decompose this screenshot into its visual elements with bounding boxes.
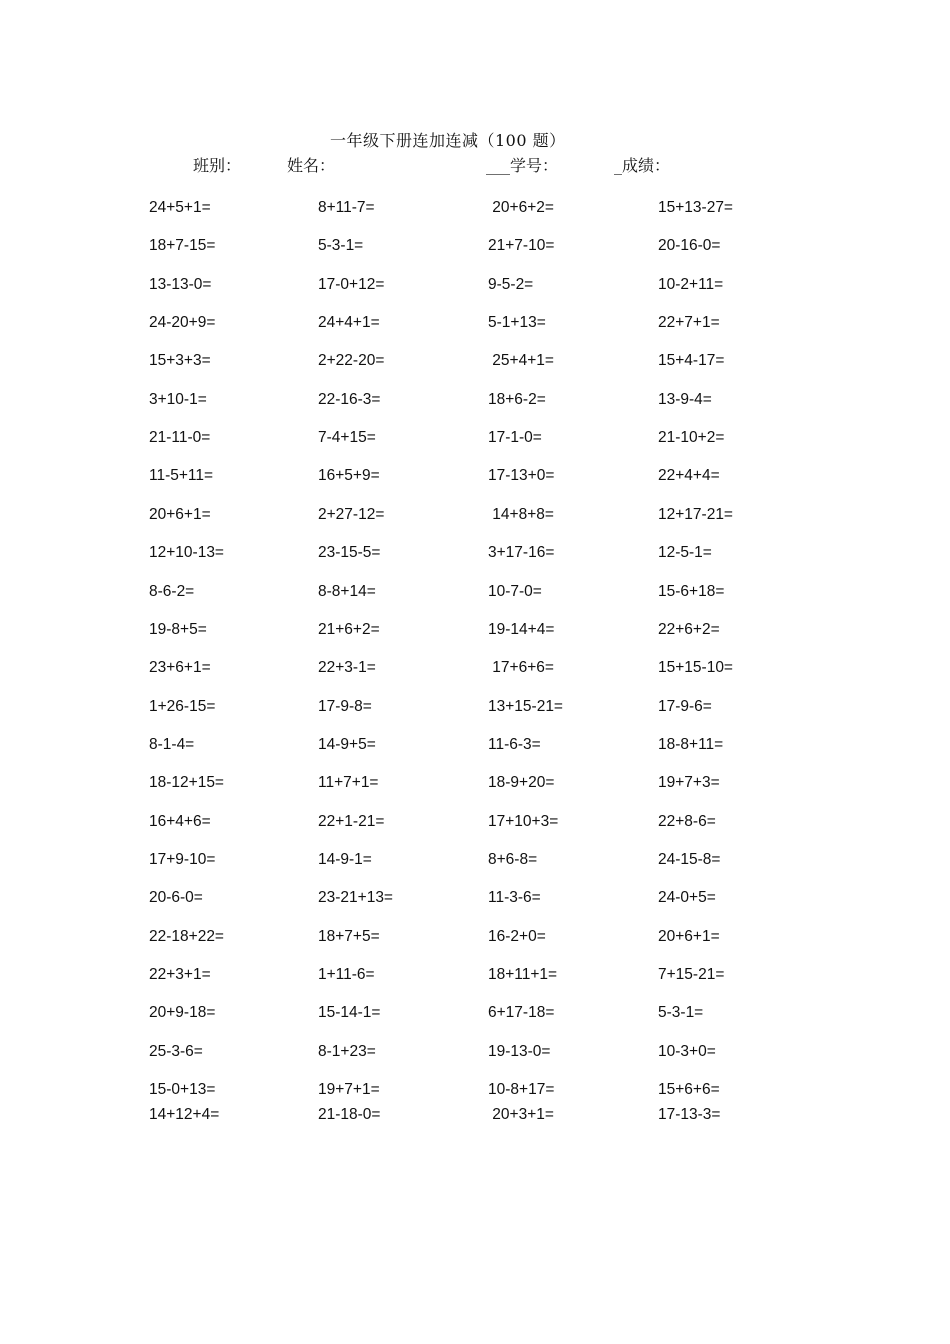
problem-r7-c4: 21-10+2= [658,429,725,447]
problem-r3-c3: 9-5-2= [488,275,534,293]
problem-r25-c4: 17-13-3= [658,1106,721,1123]
problem-r5-c3: 25+4+1= [488,352,554,370]
problem-r23-c4: 10-3+0= [658,1042,716,1060]
problem-r20-c1: 22-18+22= [149,927,224,945]
problem-r25-c2: 21-18-0= [318,1106,381,1123]
problem-r4-c3: 5-1+13= [488,314,546,332]
problem-r21-c1: 22+3+1= [149,966,211,983]
problem-r12-c4: 22+6+2= [658,620,720,638]
problem-r19-c1: 20-6-0= [149,889,203,907]
problem-r12-c2: 21+6+2= [318,620,380,638]
problem-r10-c3: 3+17-16= [488,544,555,562]
problem-r22-c3: 6+17-18= [488,1004,555,1022]
problem-r18-c3: 8+6-8= [488,850,538,868]
problem-r8-c3: 17-13+0= [488,467,555,485]
problem-r3-c4: 10-2+11= [658,275,724,293]
problem-r14-c2: 17-9-8= [318,697,372,715]
problem-r9-c1: 20+6+1= [149,505,211,523]
problem-r17-c2: 22+1-21= [318,812,385,830]
worksheet-title: 一年级下册连加连减（100 题） [330,131,566,150]
problem-r15-c1: 8-1-4= [149,735,195,753]
problem-r2-c1: 18+7-15= [149,237,216,255]
problem-r17-c3: 17+10+3= [488,812,559,830]
problem-r12-c1: 19-8+5= [149,620,207,638]
problem-r16-c2: 11+7+1= [318,774,379,792]
problem-r3-c1: 13-13-0= [149,275,212,293]
problem-r12-c3: 19-14+4= [488,620,555,638]
problem-r11-c2: 8-8+14= [318,582,376,600]
problem-r6-c3: 18+6-2= [488,390,546,408]
problem-r21-c3: 18+11+1= [488,966,558,983]
problem-r7-c2: 7-4+15= [318,429,376,447]
problem-r22-c4: 5-3-1= [658,1004,704,1022]
problem-r19-c4: 24-0+5= [658,889,716,907]
class-label: 班别： [193,156,242,175]
problem-r8-c2: 16+5+9= [318,467,380,485]
problem-r9-c2: 2+27-12= [318,505,385,523]
problem-r14-c3: 13+15-21= [488,697,563,715]
problem-r24-c4: 15+6+6= [658,1081,720,1099]
problem-r2-c4: 20-16-0= [658,237,721,255]
problem-r5-c2: 2+22-20= [318,352,385,370]
problem-r8-c4: 22+4+4= [658,467,720,485]
problem-r19-c2: 23-21+13= [318,889,393,907]
problem-r23-c3: 19-13-0= [488,1042,551,1060]
student-id-label: ___学号： [486,156,559,175]
problem-r4-c2: 24+4+1= [318,314,380,332]
problem-r13-c1: 23+6+1= [149,659,211,677]
problem-r24-c3: 10-8+17= [488,1081,555,1099]
problem-r19-c3: 11-3-6= [488,889,541,907]
problem-r22-c2: 15-14-1= [318,1004,381,1022]
problem-r11-c4: 15-6+18= [658,582,725,600]
problem-r22-c1: 20+9-18= [149,1004,216,1022]
problem-r10-c4: 12-5-1= [658,544,712,562]
problem-r10-c1: 12+10-13= [149,544,224,562]
problem-r6-c4: 13-9-4= [658,390,712,408]
problem-r9-c3: 14+8+8= [488,505,554,523]
problem-r11-c3: 10-7-0= [488,582,542,600]
problem-r13-c4: 15+15-10= [658,659,733,677]
problem-r2-c2: 5-3-1= [318,237,364,255]
problem-r23-c1: 25-3-6= [149,1042,203,1060]
problem-r13-c2: 22+3-1= [318,659,376,677]
name-label: 姓名： [287,156,336,175]
problem-r20-c2: 18+7+5= [318,927,380,945]
problem-r20-c3: 16-2+0= [488,927,546,945]
problem-r7-c1: 21-11-0= [149,429,211,447]
problem-r25-c3: 20+3+1= [488,1106,554,1123]
problem-r5-c4: 15+4-17= [658,352,725,370]
problem-r15-c4: 18-8+11= [658,735,724,753]
problem-r20-c4: 20+6+1= [658,927,720,945]
problem-r15-c3: 11-6-3= [488,735,541,753]
problem-r18-c1: 17+9-10= [149,850,216,868]
problem-r24-c1: 15-0+13= [149,1081,216,1099]
problem-r17-c1: 16+4+6= [149,812,211,830]
problem-r6-c2: 22-16-3= [318,390,381,408]
problem-r18-c2: 14-9-1= [318,850,372,868]
problem-r11-c1: 8-6-2= [149,582,195,600]
score-label: _成绩： [614,156,671,175]
problem-r7-c3: 17-1-0= [488,429,542,447]
problem-r16-c1: 18-12+15= [149,774,224,792]
problem-r6-c1: 3+10-1= [149,390,207,408]
problem-r2-c3: 21+7-10= [488,237,555,255]
problem-r1-c2: 8+11-7= [318,199,375,216]
problem-r16-c3: 18-9+20= [488,774,555,792]
problem-r9-c4: 12+17-21= [658,505,733,523]
problem-r14-c1: 1+26-15= [149,697,216,715]
problem-r10-c2: 23-15-5= [318,544,381,562]
problem-r15-c2: 14-9+5= [318,735,376,753]
problem-r1-c3: 20+6+2= [488,199,554,216]
problem-r21-c4: 7+15-21= [658,966,725,983]
problem-r18-c4: 24-15-8= [658,850,721,868]
problem-r4-c1: 24-20+9= [149,314,216,332]
problem-r16-c4: 19+7+3= [658,774,720,792]
problem-r17-c4: 22+8-6= [658,812,716,830]
problem-r25-c1: 14+12+4= [149,1106,220,1123]
problem-r13-c3: 17+6+6= [488,659,554,677]
problem-r5-c1: 15+3+3= [149,352,211,370]
problem-r1-c1: 24+5+1= [149,199,211,216]
problem-r24-c2: 19+7+1= [318,1081,380,1099]
problem-r21-c2: 1+11-6= [318,966,375,983]
problem-r23-c2: 8-1+23= [318,1042,376,1060]
problem-r3-c2: 17-0+12= [318,275,385,293]
problem-r1-c4: 15+13-27= [658,199,733,216]
problem-r14-c4: 17-9-6= [658,697,712,715]
problem-r4-c4: 22+7+1= [658,314,720,332]
problem-r8-c1: 11-5+11= [149,467,214,485]
